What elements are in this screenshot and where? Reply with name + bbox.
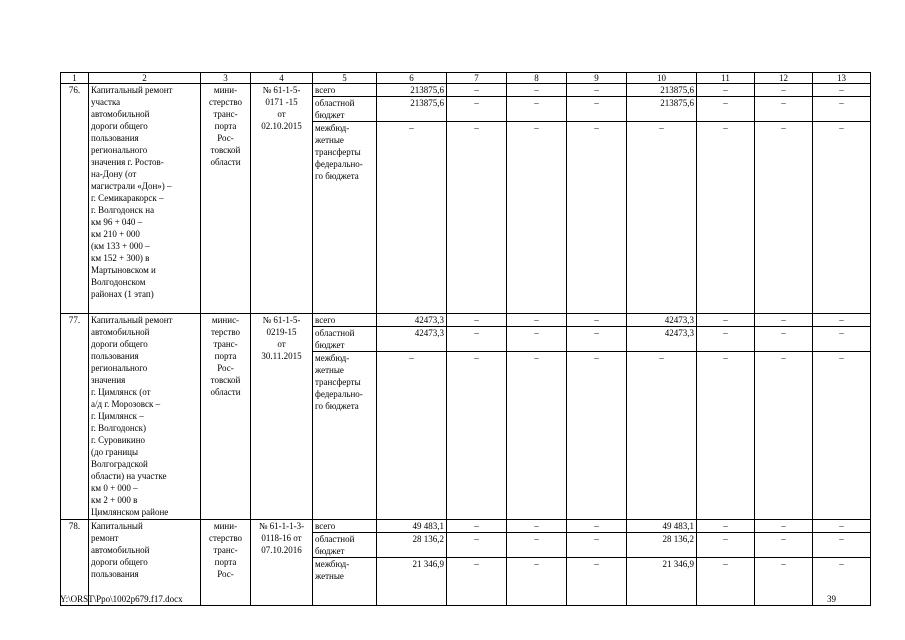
value-cell: 28 136,2 [377,533,447,558]
document-cell: № 61-1-5- 0219-15 от 30.11.2015 [251,314,313,520]
header-cell: 12 [755,73,813,84]
funding-source-cell: межбюд- жетные трансферты федерально- го бюджета [313,122,377,314]
header-cell: 6 [377,73,447,84]
row-number-cell: 76. [61,84,89,314]
funding-source-cell: всего [313,520,377,533]
header-cell: 9 [567,73,627,84]
object-name-cell: Капитальный ремонт автомобильной дороги общего пользования регионального значения г. Цимлянск (от а/д г. Морозовск – г. Цимлянск – г. Волгодонск) г. Суровикино (до границы Волгоградской области) на участке км 0 + 000 – км 2 + 000 в Цимлянском районе [89,314,201,520]
value-cell: – [507,97,567,122]
value-cell: – [813,520,871,533]
header-cell: 2 [89,73,201,84]
value-cell: 213875,6 [377,97,447,122]
page-number: 39 [827,594,836,604]
object-name-cell: Капитальный ремонт участка автомобильной дороги общего пользования регионального значения г. Ростов- на-Дону (от магистрали «Дон») – г. Семикаракорск – г. Волгодонск на км 96 + 040 – км 210 + 000 (км 133 + 000 – км 152 + 300) в Мартыновском и Волгодонском районах (1 этап) [89,84,201,314]
row-number-cell: 77. [61,314,89,520]
header-cell: 3 [201,73,251,84]
row-number-cell: 78. [61,520,89,606]
table-row [61,314,871,327]
value-cell: – [447,314,507,327]
value-cell: 21 346,9 [627,558,697,606]
value-cell: 213875,6 [627,97,697,122]
value-cell: – [697,558,755,606]
value-cell: – [377,122,447,314]
value-cell: 49 483,1 [377,520,447,533]
funding-source-cell: областной бюджет [313,327,377,352]
value-cell: – [447,122,507,314]
funding-source-cell: всего [313,314,377,327]
value-cell: 49 483,1 [627,520,697,533]
value-cell: – [813,558,871,606]
header-cell: 1 [61,73,89,84]
value-cell: – [627,352,697,520]
funding-source-cell: областной бюджет [313,533,377,558]
value-cell: – [813,352,871,520]
funding-source-cell: межбюд- жетные трансферты федерально- го бюджета [313,352,377,520]
object-name-cell: Капитальный ремонт автомобильной дороги общего пользования [89,520,201,606]
value-cell: – [755,520,813,533]
value-cell: – [447,327,507,352]
value-cell: – [755,84,813,97]
value-cell: – [755,558,813,606]
value-cell: 213875,6 [377,84,447,97]
budget-table [60,72,871,606]
value-cell: – [447,352,507,520]
value-cell: – [567,314,627,327]
value-cell: – [755,122,813,314]
value-cell: – [507,314,567,327]
value-cell: – [447,558,507,606]
value-cell: 21 346,9 [377,558,447,606]
funding-source-cell: межбюд- жетные [313,558,377,606]
value-cell: – [627,122,697,314]
value-cell: – [697,533,755,558]
value-cell: – [813,122,871,314]
value-cell: 213875,6 [627,84,697,97]
value-cell: 42473,3 [627,314,697,327]
value-cell: – [507,533,567,558]
value-cell: – [567,558,627,606]
value-cell: – [567,122,627,314]
value-cell: – [755,327,813,352]
file-path: Y:\ORST\Ppo\1002p679.f17.docx [60,594,183,604]
value-cell: 28 136,2 [627,533,697,558]
value-cell: – [507,122,567,314]
header-cell: 7 [447,73,507,84]
header-cell: 4 [251,73,313,84]
funding-source-cell: областной бюджет [313,97,377,122]
value-cell: – [755,314,813,327]
value-cell: 42473,3 [377,314,447,327]
value-cell: 42473,3 [627,327,697,352]
value-cell: – [755,97,813,122]
value-cell: – [447,84,507,97]
value-cell: – [697,84,755,97]
value-cell: – [567,84,627,97]
document-cell: № 61-1-1-3- 0118-16 от 07.10.2016 [251,520,313,606]
value-cell: – [697,122,755,314]
value-cell: – [697,352,755,520]
header-row [61,73,871,84]
value-cell: – [755,533,813,558]
value-cell: – [567,520,627,533]
value-cell: 42473,3 [377,327,447,352]
table-row [61,84,871,97]
value-cell: – [813,97,871,122]
header-cell: 10 [627,73,697,84]
value-cell: – [447,520,507,533]
value-cell: – [567,352,627,520]
value-cell: – [813,533,871,558]
table-row [61,520,871,533]
value-cell: – [567,327,627,352]
value-cell: – [697,97,755,122]
organization-cell: мини- стерство транс- порта Рос- [201,520,251,606]
value-cell: – [567,533,627,558]
header-cell: 13 [813,73,871,84]
value-cell: – [697,520,755,533]
value-cell: – [507,84,567,97]
value-cell: – [447,97,507,122]
value-cell: – [507,352,567,520]
document-cell: № 61-1-5- 0171 -15 от 02.10.2015 [251,84,313,314]
value-cell: – [697,327,755,352]
value-cell: – [755,352,813,520]
value-cell: – [813,327,871,352]
value-cell: – [447,533,507,558]
value-cell: – [813,84,871,97]
value-cell: – [813,314,871,327]
header-cell: 5 [313,73,377,84]
organization-cell: мини- стерство транс- порта Рос- товской области [201,84,251,314]
value-cell: – [697,314,755,327]
value-cell: – [377,352,447,520]
value-cell: – [507,327,567,352]
header-cell: 11 [697,73,755,84]
funding-source-cell: всего [313,84,377,97]
organization-cell: минис- терство транс- порта Рос- товской области [201,314,251,520]
value-cell: – [507,520,567,533]
value-cell: – [567,97,627,122]
header-cell: 8 [507,73,567,84]
value-cell: – [507,558,567,606]
